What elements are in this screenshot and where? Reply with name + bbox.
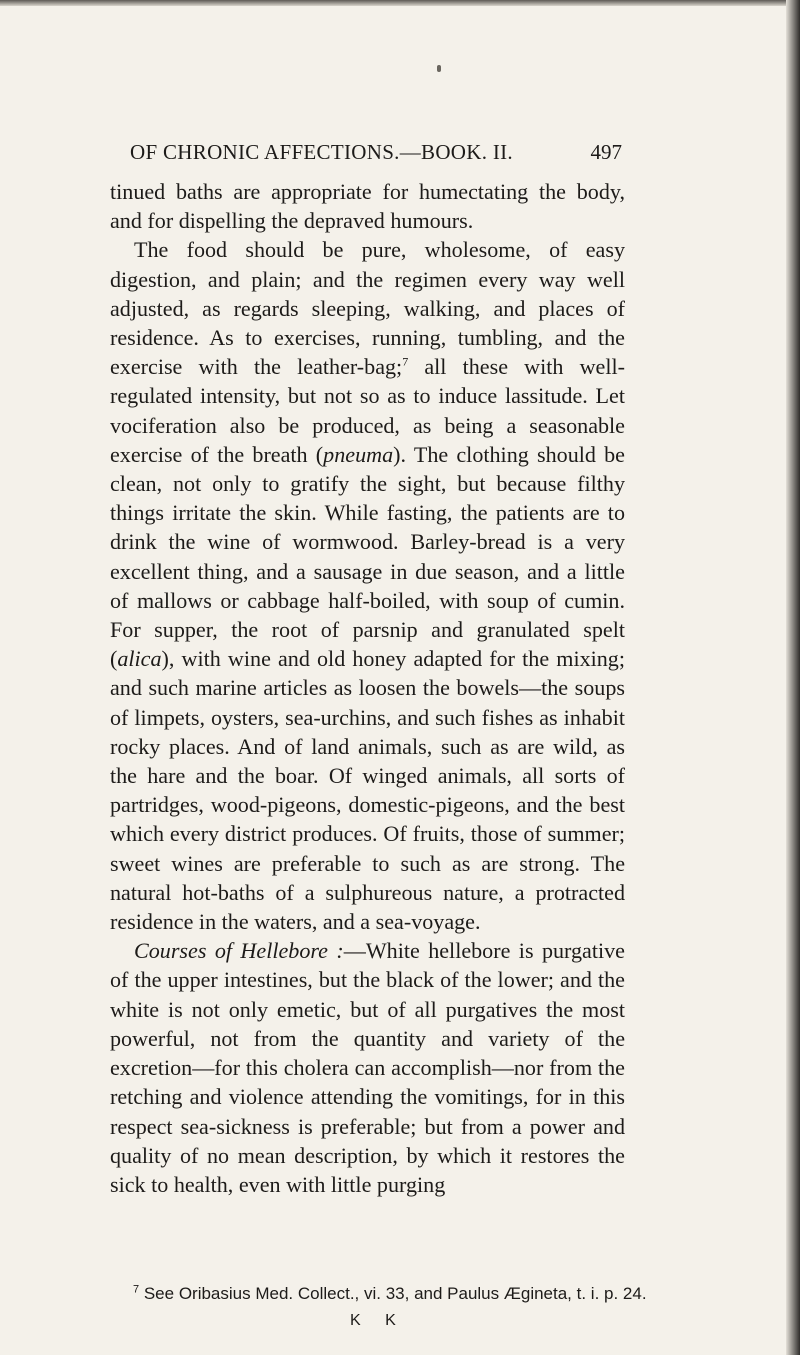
paragraph-2-text-a: The food should be pure, wholesome, of easy digestion, and plain; and the regimen every way well adjusted, as regards sleeping, walking, and places of residence. As to exercises, running, tumbling, and the exercise with the leather-bag; <box>110 237 625 380</box>
page-top-edge <box>0 0 800 6</box>
signature-mark: K K <box>350 1312 406 1329</box>
running-title: OF CHRONIC AFFECTIONS.—BOOK. II. <box>130 140 513 164</box>
term-alica: alica <box>117 646 162 672</box>
paragraph-2-text-d: ), with wine and old honey adapted for the mixing; and such marine articles as loosen the bowels—the soups of limpets, oysters, sea-urchins, and such fishes as inhabit rocky places. And of land animals, such as are wild, as the hare and the boar. Of winged animals, all sorts of partridges, wood-pigeons, domestic-pigeons, and the best which every district produces. Of fruits, those of summer; sweet wines are preferable to such as are strong. The natural hot-baths of a sulphureous nature, a protracted residence in the waters, and a sea-voyage. <box>110 646 625 935</box>
page-number: 497 <box>590 140 622 164</box>
section-heading: Courses of Hellebore : <box>134 938 344 964</box>
footnote-marker: 7 <box>133 1283 140 1296</box>
footnote-text: See Oribasius Med. Collect., vi. 33, and Paulus Ægineta, t. i. p. 24. <box>139 1284 647 1303</box>
footnote-reference: 7 <box>402 354 409 369</box>
paragraph-1 <box>110 177 625 235</box>
paragraph-3 <box>110 936 625 1199</box>
ink-speck <box>437 65 441 72</box>
page-right-edge <box>786 0 800 1355</box>
paragraph-2-text-c: ). The clothing should be clean, not only to gratify the sight, but because filthy things irritate the skin. While fasting, the patients are to drink the wine of wormwood. Barley-bread is a very excellent thing, and a sausage in due season, and a little of mallows or cabbage half-boiled, with soup of cumin. For supper, the root of parsnip and granulated spelt ( <box>110 441 625 672</box>
term-pneuma: pneuma <box>323 441 394 467</box>
body-text <box>110 177 625 1199</box>
footnote <box>133 1283 653 1305</box>
paragraph-1-text: tinued baths are appropriate for humectating the body, and for dispelling the depraved humours. <box>110 179 625 234</box>
paragraph-2 <box>110 235 625 936</box>
paragraph-3-text: —White hellebore is purgative of the upper intestines, but the black of the lower; and the white is not only emetic, but of all purgatives the most powerful, not from the quantity and variety of the excretion—for this cholera can accomplish—nor from the retching and violence attending the vomitings, for in this respect sea-sickness is preferable; but from a power and quality of no mean description, by which it restores the sick to health, even with little purging <box>110 938 625 1197</box>
paragraph-2-text-b: all these with well-regulated intensity, but not so as to induce lassitude. Let vociferation also be produced, as being a seasonable exercise of the breath ( <box>110 354 625 467</box>
page-header <box>130 140 630 170</box>
